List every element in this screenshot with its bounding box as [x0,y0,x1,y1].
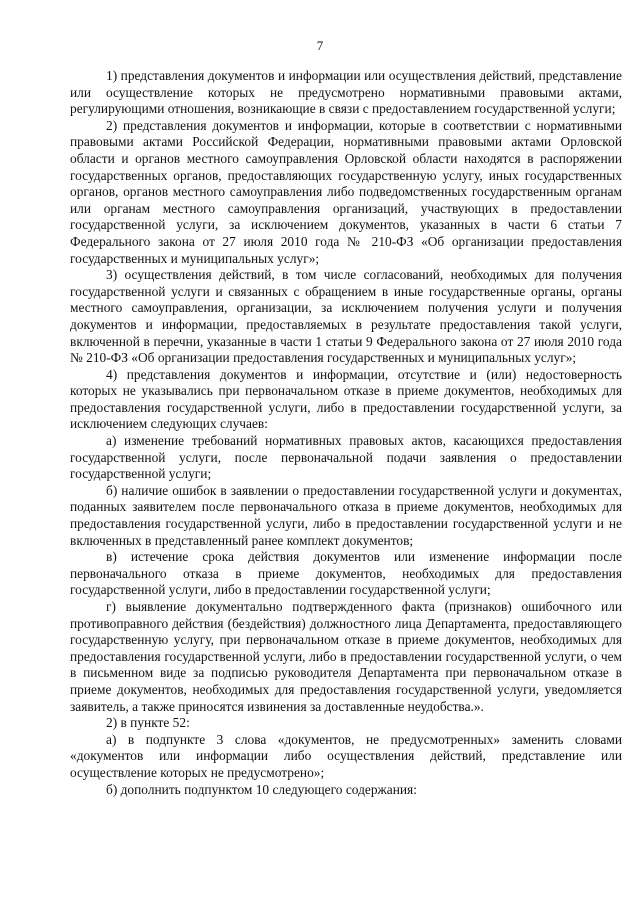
paragraph-subitem-g: г) выявление документально подтвержденного факта (признаков) ошибочного или противоправного действия (бездействия) должностного лица Департамента, предоставляющего государственную услугу, при первоначальном отказе в приеме документов, необходимых для предоставления государственной услуги, либо в предоставлении государственной услуги, о чем в письменном виде за подписью руководителя Департамента при первоначальном отказе в приеме документов, необходимых для предоставления государственной услуги, уведомляется заявитель, а также приносятся извинения за доставленные неудобства.». [70,599,622,714]
paragraph-item-4: 4) представления документов и информации, отсутствие и (или) недостоверность которых не указывались при первоначальном отказе в приеме документов, необходимых для предоставления государственной услуги, либо в предоставлении государственной услуги, за исключением следующих случаев: [70,366,622,432]
paragraph-52-subitem-a: а) в подпункте 3 слова «документов, не предусмотренных» заменить словами «документов или информации либо осуществления действий, представление или осуществление которых не предусмотрено»; [70,731,622,780]
paragraph-subitem-a: а) изменение требований нормативных правовых актов, касающихся предоставления государственной услуги, после первоначальной подачи заявления о предоставлении государственной услуги; [70,433,622,482]
paragraph-item-2: 2) представления документов и информации, которые в соответствии с нормативными правовыми актами Российской Федерации, нормативными правовыми актами Орловской области и органов местного самоуправления Орловской области находятся в распоряжении государственных органов, предоставляющих государственную услугу, иных государственных органов, органов местного самоуправления либо подведомственных государственным органам или органам местного самоуправления организаций, участвующих в предоставлении государственной услуги, за исключением документов, указанных в части 6 статьи 7 Федерального закона от 27 июля 2010 года № 210-ФЗ «Об организации предоставления государственных и муниципальных услуг»; [70,117,622,266]
paragraph-subitem-v: в) истечение срока действия документов или изменение информации после первоначального отказа в приеме документов, необходимых для предоставления государственной услуги, либо в предоставлении государственной услуги; [70,549,622,598]
document-body [70,68,622,798]
paragraph-item-1: 1) представления документов и информации или осуществления действий, представление или осуществление которых не предусмотрено нормативными правовыми актами, регулирующими отношения, возникающие в связи с предоставлением государственной услуги; [70,68,622,117]
paragraph-point-52: 2) в пункте 52: [106,715,190,731]
page-number: 7 [316,38,324,53]
paragraph-52-subitem-b: б) дополнить подпунктом 10 следующего содержания: [106,781,417,797]
paragraph-subitem-b: б) наличие ошибок в заявлении о предоставлении государственной услуги и документах, поданных заявителем после первоначального отказа в приеме документов, необходимых для предоставления государственной услуги, либо в предоставлении государственной услуги и не включенных в представленный ранее комплект документов; [70,482,622,548]
paragraph-item-3: 3) осуществления действий, в том числе согласований, необходимых для получения государственной услуги и связанных с обращением в иные государственные органы, органы местного самоуправления, организации, за исключением получения услуги и получения документов и информации, предоставляемых в результате предоставления такой услуги, включенной в перечни, указанные в части 1 статьи 9 Федерального закона от 27 июля 2010 года № 210-ФЗ «Об организации предоставления государственных и муниципальных услуг»; [70,267,622,366]
